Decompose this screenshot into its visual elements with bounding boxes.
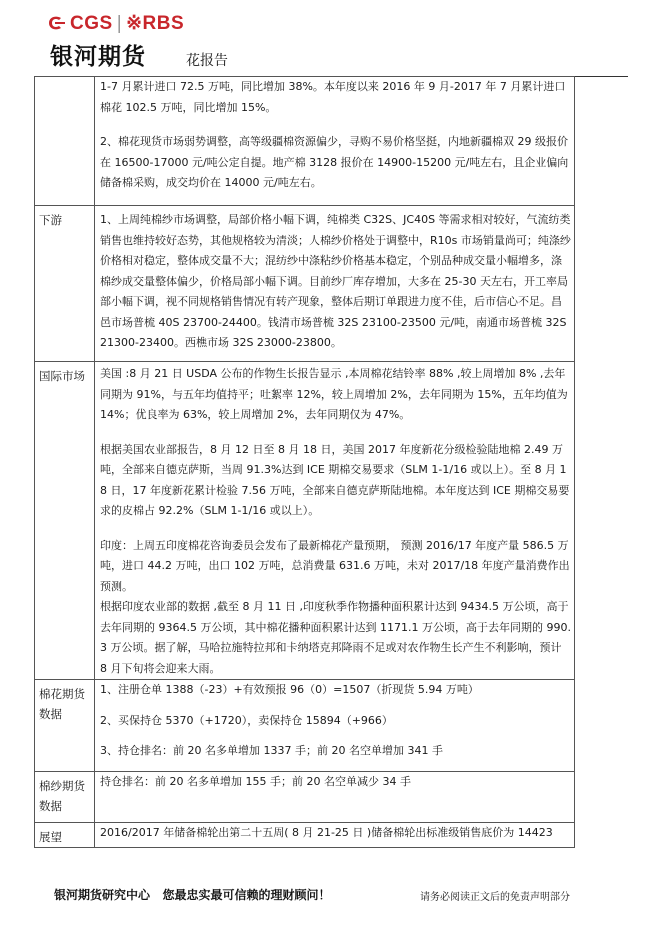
- footer-disclaimer: 请务必阅读正文后的免责声明部分: [420, 892, 570, 903]
- logo-cgs-text: CGS: [70, 13, 113, 34]
- report-table: [34, 76, 575, 848]
- paragraph: 3、持仓排名：前 20 名多单增加 1337 手；前 20 名空单增加 341 手: [100, 744, 443, 757]
- row-content: [95, 772, 575, 823]
- table-row: [35, 77, 575, 206]
- paragraph: 1、注册仓单 1388（-23）+有效预报 96（0）=1507（折现货 5.94 万吨）: [100, 683, 479, 696]
- logo-separator: |: [116, 13, 123, 34]
- row-category: 国际市场: [35, 362, 95, 680]
- paragraph: 根据美国农业部报告，8 月 12 日至 8 月 18 日，美国 2017 年度新花分级检验陆地棉 2.49 万吨，全部来自德克萨斯，当周 91.3%达到 ICE 期棉交易要求（SLM 1-1/16 或以上）。至 8 月 18 日，17 年度新花累计检验 7.56 万吨，全部来自德克萨斯陆地棉。本年度达到 ICE 期棉交易要求的皮棉占 92.2%（SLM 1-1/16 或以上）。: [100, 442, 570, 517]
- footer-slogan: 银河期货研究中心 您最忠实最可信赖的理财顾问！: [54, 888, 331, 902]
- row-category: 下游: [35, 206, 95, 362]
- row-category: 棉花期货数据: [35, 680, 95, 772]
- row-content: [95, 362, 575, 680]
- page-footer: [0, 880, 662, 910]
- row-content: [95, 823, 575, 848]
- row-content: [95, 77, 575, 206]
- report-title: 花报告: [186, 53, 228, 69]
- paragraph: 2、买保持仓 5370（+1720），卖保持仓 15894（+966）: [100, 713, 393, 727]
- paragraph: 1、上周纯棉纱市场调整，局部价格小幅下调，纯棉类 C32S、JC40S 等需求相对较好，气流纺类销售也维持较好态势，其他规格较为清淡；人棉纱价格处于调整中，R10s 市场销量尚可；纯涤纱价格相对稳定，整体成交量不大；混纺纱中涤粘纱价格基本稳定，个别品种成交量小幅增多，涤棉纱成交量整体偏少，价格局部小幅下调。目前纱厂库存增加，大多在 25-30 天左右，开工率局部小幅下调，视不同规格销售情况有转产现象，整体后期订单跟进力度不佳，后市信心不足。昌邑市场普梳 40S 23700-24400。钱清市场普梳 32S 23100-23500 元/吨，南通市场普梳 32S 21300-23400。西樵市场 32S 23000-23800。: [100, 213, 571, 349]
- paragraph: 2、棉花现货市场弱势调整，高等级疆棉资源偏少，寻购不易价格坚挺，内地新疆棉双 29 级报价在 16500-17000 元/吨公定自提。地产棉 3128 报价在 14900-15200 元/吨左右，且企业偏向储备棉采购，成交均价在 14000 元/吨左右。: [100, 135, 569, 189]
- logo-rbs-prefix: ※: [126, 13, 143, 34]
- paragraph: 根据印度农业部的数据 ,截至 8 月 11 日 ,印度秋季作物播种面积累计达到 9434.5 万公顷，高于去年同期的 9364.5 万公顷，其中棉花播种面积累计达到 1171.1 万公顷，高于去年同期的 990.3 万公顷。据了解，马哈拉施特拉邦和卡纳塔克邦降雨不足或对农作物生长产生不利影响，预计 8 月下旬将会迎来大雨。: [100, 600, 571, 675]
- row-content: [95, 206, 575, 362]
- page-header: [0, 0, 662, 82]
- paragraph: 1-7 月累计进口 72.5 万吨，同比增加 38%。本年度以来 2016 年 9 月-2017 年 7 月累计进口棉花 102.5 万吨，同比增加 15%。: [100, 80, 566, 114]
- brand-name: 银河期货: [50, 44, 146, 70]
- paragraph: 2016/2017 年储备棉轮出第二十五周( 8 月 21-25 日 )储备棉轮出标准级销售底价为 14423: [100, 826, 553, 839]
- table-row: [35, 823, 575, 848]
- table-row: [35, 680, 575, 772]
- table-row: [35, 206, 575, 362]
- row-category: [35, 77, 95, 206]
- logo-rbs-text: RBS: [142, 13, 185, 34]
- row-category: 棉纱期货数据: [35, 772, 95, 823]
- paragraph: 印度：上周五印度棉花咨询委员会发布了最新棉花产量预期， 预测 2016/17 年度产量 586.5 万吨，进口 44.2 万吨，出口 102 万吨，总消费量 631.6 万吨，未对 2017/18 年度产量消费作出预测。: [100, 538, 570, 593]
- paragraph: 美国 :8 月 21 日 USDA 公布的作物生长报告显示 ,本周棉花结铃率 88% ,较上周增加 8% ,去年同期为 91%，与五年均值持平；吐絮率 12%，较上周增加 2%，去年同期为 15%，五年均值为 14%；优良率为 63%，较上周增加 2%，去年同期仅为 47%。: [100, 367, 568, 421]
- paragraph: 持仓排名：前 20 名多单增加 155 手；前 20 名空单减少 34 手: [100, 775, 411, 788]
- table-row: [35, 772, 575, 823]
- cgs-logo-icon: [47, 14, 67, 32]
- row-category: 展望: [35, 823, 95, 848]
- table-row: [35, 362, 575, 680]
- company-logo: [47, 12, 184, 35]
- row-content: [95, 680, 575, 772]
